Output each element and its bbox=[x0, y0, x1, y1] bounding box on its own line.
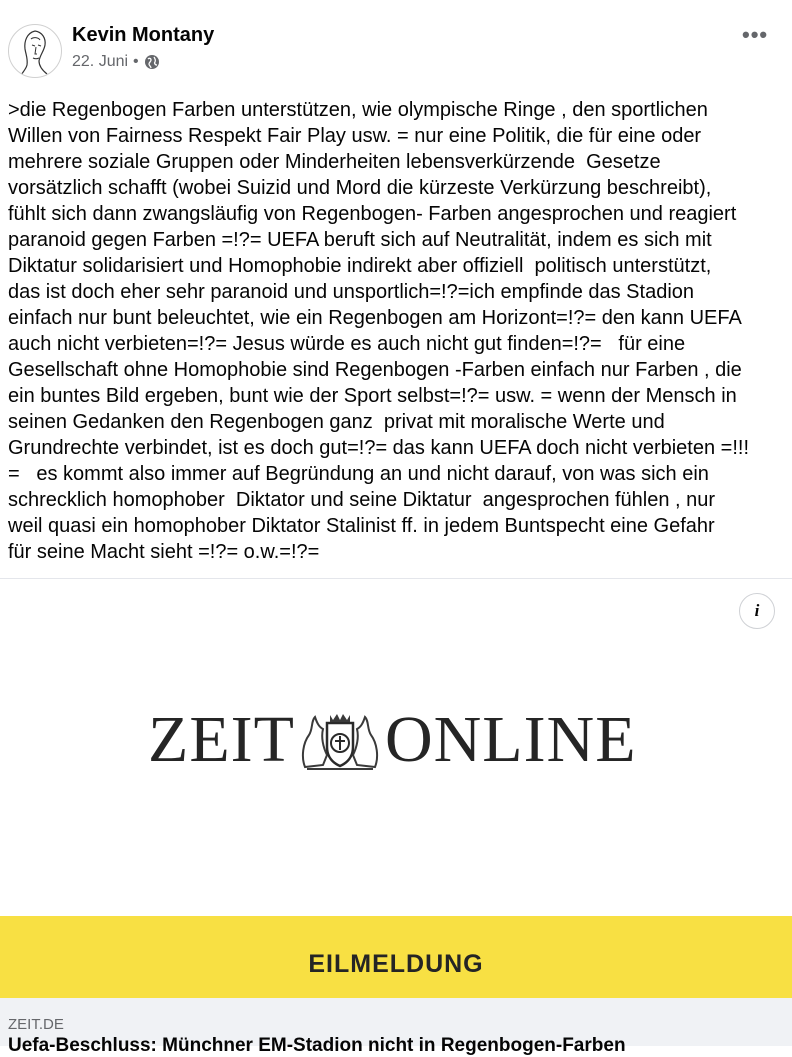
banner-label: EILMELDUNG bbox=[308, 950, 484, 978]
globe-icon bbox=[144, 54, 160, 70]
more-options-button[interactable]: ••• bbox=[742, 22, 769, 47]
link-headline[interactable]: Uefa-Beschluss: Münchner EM-Stadion nicht in Regenbogen-Farben bbox=[8, 1035, 626, 1056]
logo-word-left: ZEIT bbox=[148, 703, 295, 776]
logo-word-right: ONLINE bbox=[384, 703, 637, 776]
link-domain: ZEIT.DE bbox=[8, 1016, 64, 1033]
info-icon[interactable]: i bbox=[739, 593, 775, 629]
zeit-online-logo bbox=[148, 705, 640, 775]
post-text: >die Regenbogen Farben unterstützen, wie olympische Ringe , den sportlichen Willen von Fairness Respekt Fair Play usw. = nur eine Politik, die für eine oder mehrere soziale Gruppen oder Minderheiten lebensverkürzende Gesetze vorsätzlich schafft (wobei Suizid und Mord die kürzeste Verkürzung beschreibt), fühlt sich dann zwangsläufig von Regenbogen- Farben angesprochen und reagiert paranoid gegen Farben =!?= UEFA beruft sich auf Neutralität, indem es sich mit Diktatur solidarisiert und Homophobie indirekt aber offiziell politisch unterstützt, das ist doch eher sehr paranoid und unsportlich=!?=ich empfinde das Stadion einfach nur bunt beleuchtet, wie ein Regenbogen am Horizont=!?= den kann UEFA auch nicht verbieten=!?= Jesus würde es auch nicht gut finden=!?= für eine Gesellschaft ohne Homophobie sind Regenbogen -Farben einfach nur Farben , die ein buntes Bild ergeben, bunt wie der Sport selbst=!?= usw. = wenn der Mensch in seinen Gedanken den Regenbogen ganz privat mit moralische Werte und Grundrechte verbindet, ist es doch gut=!?= das kann UEFA doch nicht verbieten =!!! = es kommt also immer auf Begründung an und nicht darauf, von was sich ein schrecklich homophober Diktator und seine Diktatur angesprochen fühlen , nur weil quasi ein homophober Diktator Stalinist ff. in jedem Buntspecht eine Gefahr für seine Macht sieht =!?= o.w.=!?= bbox=[8, 99, 750, 563]
avatar-sketch-icon bbox=[9, 25, 61, 77]
author-name[interactable]: Kevin Montany bbox=[72, 24, 215, 46]
post-header bbox=[0, 0, 792, 90]
post-date[interactable]: 22. Juni bbox=[72, 53, 129, 70]
author-avatar[interactable] bbox=[8, 24, 62, 78]
crest-icon bbox=[297, 709, 383, 771]
post-meta bbox=[72, 53, 160, 71]
meta-separator: • bbox=[133, 53, 139, 70]
